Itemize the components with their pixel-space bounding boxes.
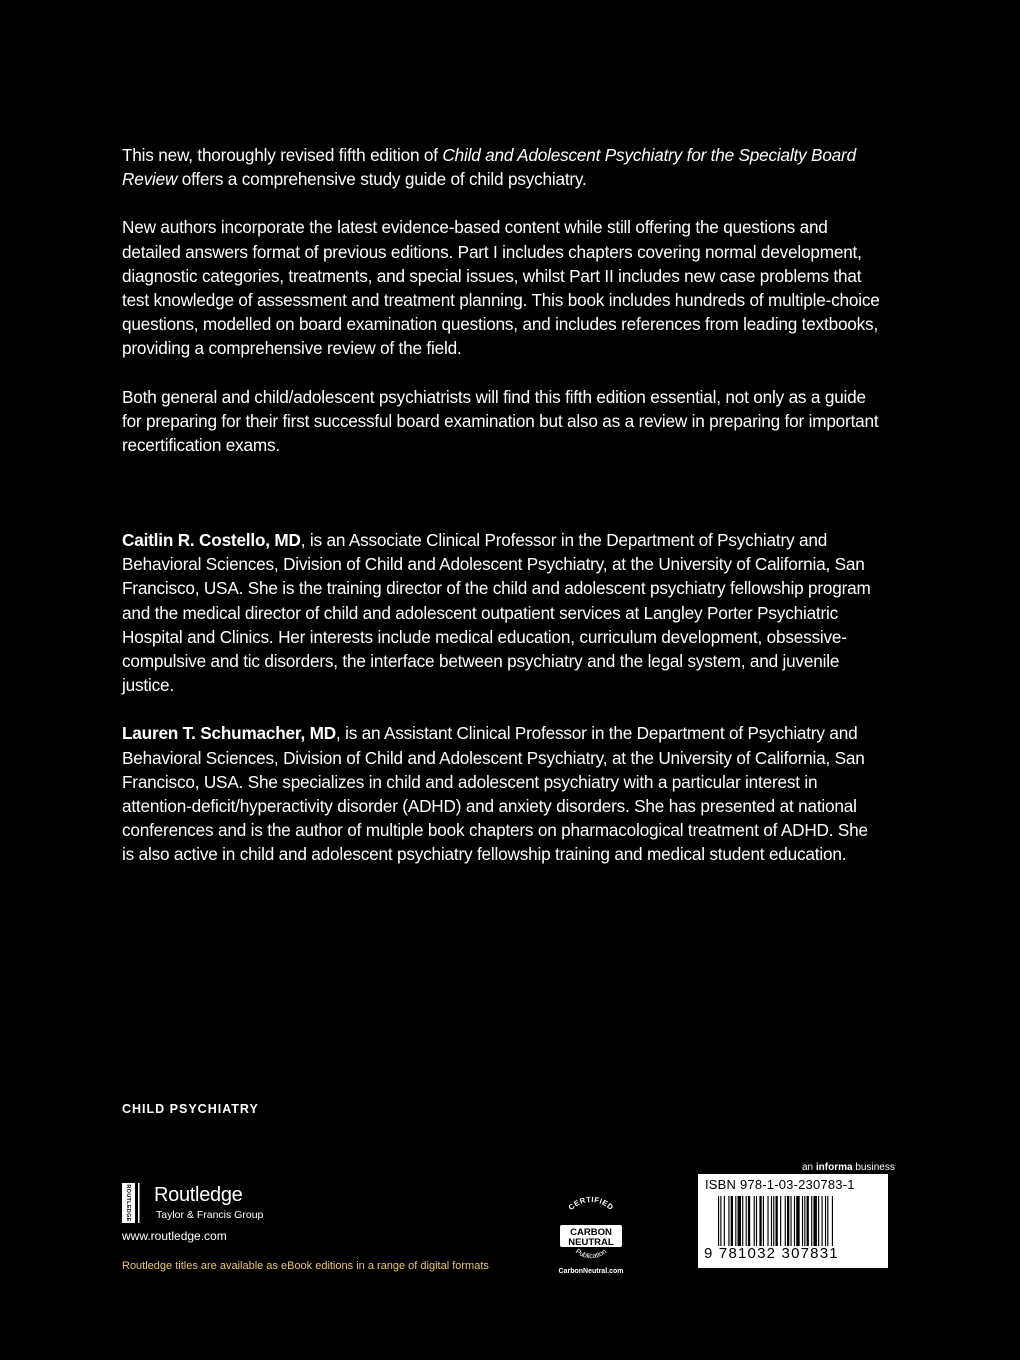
barcode-bar — [738, 1196, 741, 1246]
barcode-bar — [802, 1196, 803, 1246]
informa-business-label — [802, 1162, 895, 1173]
author-name: Lauren T. Schumacher, MD — [122, 723, 336, 744]
barcode-bar — [754, 1196, 755, 1246]
isbn-barcode — [698, 1174, 888, 1268]
barcode-bar — [827, 1196, 828, 1246]
routledge-logo-icon — [122, 1183, 148, 1223]
barcode-bar — [787, 1196, 789, 1246]
barcode-bar — [759, 1196, 761, 1246]
svg-text:Publication: Publication — [573, 1248, 609, 1261]
author-bio-text: , is an Associate Clinical Professor in the Department of Psychiatry and Behavioral Sciences, Division of Child and Adolescent Psychiatry, at the University of California, San Francisco, USA. She is the training director of the child and adolescent psychiatry fellowship program and the medical director of child and adolescent outpatient services at Langley Porter Psychiatric Hospital and Clinics. Her interests include medical education, curriculum development, obsessive-compulsive and tic disorders, the interface between psychiatry and the legal system, and juvenile justice. — [122, 530, 871, 696]
svg-text:CarbonNeutral.com: CarbonNeutral.com — [558, 1268, 624, 1275]
barcode-bar — [735, 1196, 736, 1246]
barcode-bar — [748, 1196, 750, 1246]
informa-prefix: an — [802, 1162, 816, 1173]
svg-text:ROUTLEDGE: ROUTLEDGE — [125, 1184, 132, 1222]
blurb-paragraph-2: New authors incorporate the latest evidence-based content while still offering the questions and detailed answers format of previous editions. Part I includes chapters covering normal development, diagnostic categories, treatments, and special issues, whilst Part II includes new case problems that test knowledge of assessment and treatment planning. This book includes hundreds of multiple-choice questions, modelled on board examination questions, and includes references from leading textbooks, providing a comprehensive review of the field. — [122, 217, 880, 359]
barcode-bar — [731, 1196, 733, 1246]
barcode-bar — [720, 1196, 721, 1246]
barcode-bar — [771, 1196, 772, 1246]
barcode-bar — [804, 1196, 805, 1246]
barcode-bar — [728, 1196, 729, 1246]
barcode-bar — [767, 1196, 768, 1246]
blurb-text: offers a comprehensive study guide of child psychiatry. — [177, 169, 587, 190]
author-bios — [122, 528, 882, 891]
barcode-bar — [794, 1196, 795, 1246]
back-cover-blurb — [122, 143, 882, 481]
author-name: Caitlin R. Costello, MD — [122, 530, 301, 550]
blurb-text: This new, thoroughly revised fifth edition of — [122, 145, 443, 165]
svg-text:CERTIFIED: CERTIFIED — [566, 1194, 616, 1212]
author-bio-text: , is an Assistant Clinical Professor in the Department of Psychiatry and Behavioral Sciences, Division of Child and Adolescent Psychiatry, at the University of California, San Francisco, USA. She specializes in child and adolescent psychiatry with a particular interest in attention-deficit/hyperactivity disorder (ADHD) and anxiety disorders. She has presented at national conferences and is the author of multiple book chapters on pharmacological treatment of ADHD. She is also active in child and adolescent psychiatry fellowship training and medical student education. — [122, 723, 868, 865]
svg-text:NEUTRAL: NEUTRAL — [568, 1237, 614, 1248]
subject-category: CHILD PSYCHIATRY — [122, 1102, 259, 1116]
barcode-bar — [763, 1196, 764, 1246]
blurb-paragraph-3: Both general and child/adolescent psychiatrists will find this fifth edition essential, not only as a guide for preparing for their first successful board examination but also as a review in preparing for important recertification exams. — [122, 386, 879, 456]
barcode-bar — [746, 1196, 747, 1246]
barcode-bar — [811, 1196, 812, 1246]
author-bio — [122, 721, 882, 866]
publisher-url: www.routledge.com — [122, 1229, 227, 1243]
barcode-bar — [776, 1196, 778, 1246]
barcode-bar — [796, 1196, 799, 1246]
publisher-name: Routledge — [154, 1184, 243, 1206]
barcode-digits: 9 781032 307831 — [704, 1245, 839, 1262]
barcode-bar — [724, 1196, 725, 1246]
barcode-bar — [742, 1196, 743, 1246]
book-title: Child and Adolescent Psychiatry for the Specialty Board Review — [122, 145, 856, 190]
informa-brand: informa — [815, 1162, 853, 1173]
svg-text:CARBON: CARBON — [570, 1227, 612, 1238]
publisher-logo — [122, 1181, 302, 1225]
barcode-bar — [822, 1196, 823, 1246]
isbn-label: ISBN 978-1-03-230783-1 — [705, 1177, 855, 1192]
barcode-bar — [780, 1196, 781, 1246]
ebook-note: Routledge titles are available as eBook editions in a range of digital formats — [122, 1260, 489, 1272]
carbon-neutral-seal-icon — [546, 1193, 636, 1275]
barcode-bar — [813, 1196, 816, 1246]
blurb-paragraph-1 — [122, 143, 882, 191]
informa-suffix: business — [852, 1162, 895, 1173]
barcode-bar — [832, 1196, 833, 1246]
barcode-bar — [718, 1196, 719, 1246]
barcode-bar — [825, 1196, 826, 1246]
barcode-bars — [718, 1196, 882, 1246]
barcode-bar — [785, 1196, 786, 1246]
publisher-group: Taylor & Francis Group — [156, 1209, 264, 1221]
barcode-bar — [773, 1196, 774, 1246]
barcode-bar — [790, 1196, 791, 1246]
author-bio — [122, 528, 882, 697]
barcode-bar — [818, 1196, 819, 1246]
barcode-bar — [807, 1196, 809, 1246]
barcode-bar — [756, 1196, 757, 1246]
